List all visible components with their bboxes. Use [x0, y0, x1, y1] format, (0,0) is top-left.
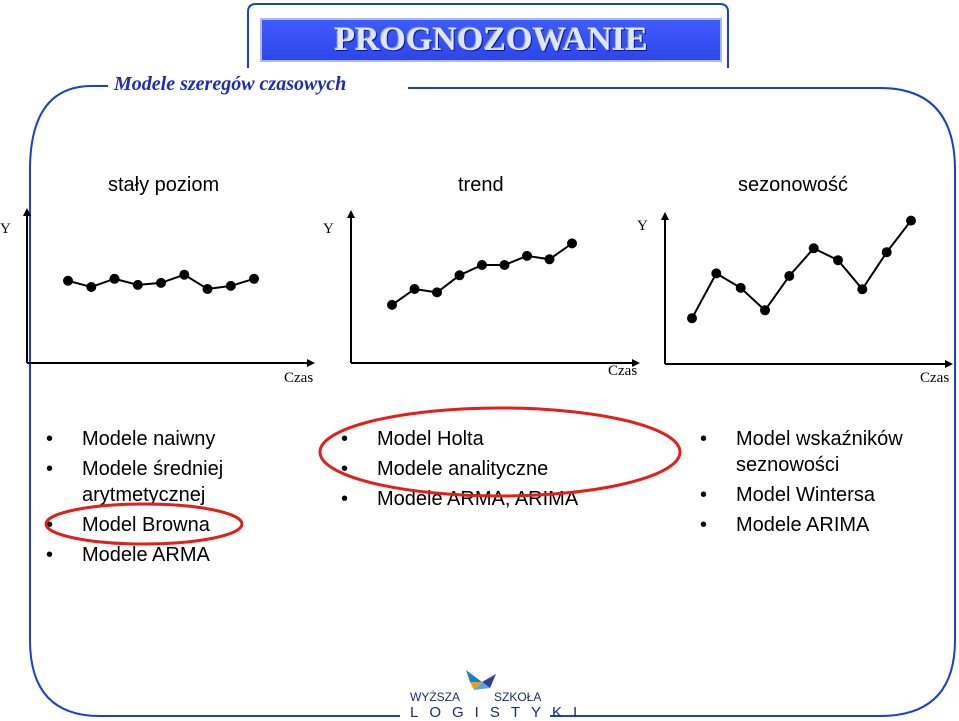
category-label-trend: trend [458, 174, 504, 196]
logo-word-3: LOGISTYKI [410, 704, 589, 721]
bullet-icon: • [700, 484, 708, 506]
list-item: • Model Holta [341, 424, 651, 454]
list-item: • Model wskaźników seznowości [700, 424, 950, 480]
bullet-icon: • [341, 458, 349, 480]
list-item: • Modele naiwny [46, 424, 286, 454]
list-item: • Modele ARMA, ARIMA [341, 484, 651, 514]
chart-2-y-label: Y [323, 221, 334, 237]
list-item: • Modele ARIMA [700, 510, 950, 540]
bullet-icon: • [46, 514, 54, 536]
chart-1-x-label: Czas [284, 370, 314, 386]
category-label-constant: stały poziom [108, 174, 220, 196]
bullet-icon: • [700, 428, 708, 450]
logo-word-2: SZKOŁA [494, 690, 542, 704]
bullet-icon: • [46, 544, 54, 566]
logo-mark-icon [410, 668, 540, 692]
list-item: • Model Browna [46, 510, 286, 540]
highlight-holt-ellipse [320, 408, 680, 496]
page-subtitle: Modele szeregów czasowych [110, 73, 350, 96]
chart-2-x-label: Czas [608, 363, 638, 379]
logo-word-1: WYŻSZA [410, 690, 460, 704]
list-item: • Model Wintersa [700, 480, 950, 510]
list-item: • Modele analityczne [341, 454, 651, 484]
bullet-icon: • [46, 428, 54, 450]
bullet-icon: • [46, 458, 54, 480]
category-label-seasonal: sezonowość [738, 174, 849, 196]
page-title: PROGNOZOWANIE [334, 21, 648, 58]
highlight-browna-ellipse [46, 504, 242, 544]
list-item: • Modele ARMA [46, 540, 286, 570]
bullet-icon: • [341, 488, 349, 510]
bullet-icon: • [341, 428, 349, 450]
chart-1-y-label: Y [0, 221, 11, 237]
list-item: • Modele średniej arytmetycznej [46, 454, 286, 510]
chart-3-y-label: Y [637, 218, 648, 234]
chart-3-x-label: Czas [920, 370, 950, 386]
bullet-icon: • [700, 514, 708, 536]
